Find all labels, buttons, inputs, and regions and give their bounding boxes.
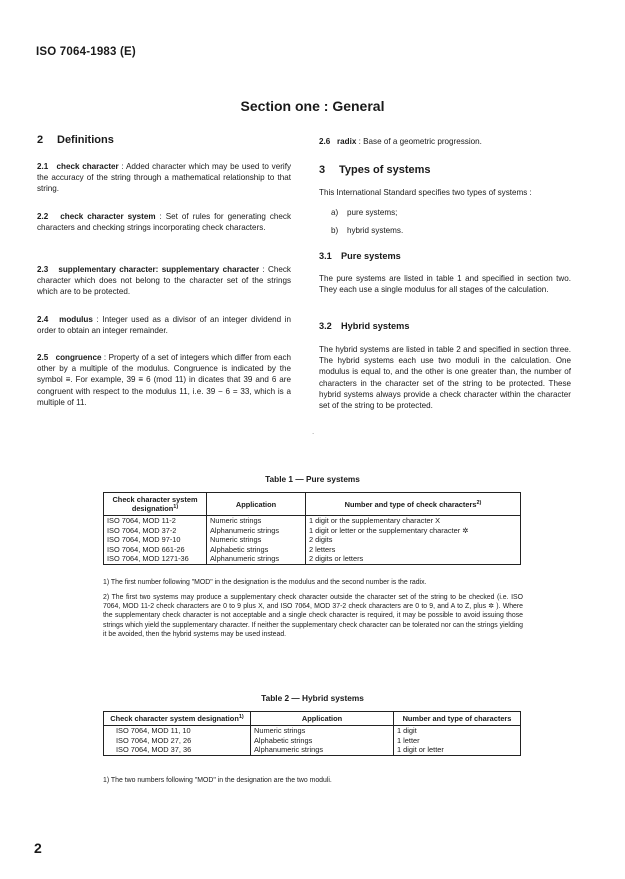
table-header: Application bbox=[251, 712, 394, 726]
table1-footnote-2: 2) The first two systems may produce a supplementary check character outside the character set of the string to be checked (i.e. ISO 7064, MOD 11-2 check characters are 0 to 9 plus X, and ISO 7064, MOD 37-2 check characters are 0 to 9, and A to Z, plus ✲ ). Where the supplementary check character is not acceptable and a single check character is required, it may be possible to avoid issuing those strings which yield the supplementary character. If neither the supplementary check character can be tolerated nor can the strings yielding it be avoided, then the hybrid systems may be used instead. bbox=[103, 594, 523, 638]
table-cell: 1 digit or letter bbox=[394, 745, 521, 755]
table-cell: 1 letter bbox=[394, 736, 521, 746]
document-header: ISO 7064-1983 (E) bbox=[36, 46, 136, 58]
table-cell: Numeric strings bbox=[207, 516, 306, 526]
table-cell: Alphabetic strings bbox=[207, 545, 306, 555]
table-cell: ISO 7064, MOD 97-10 bbox=[104, 535, 207, 545]
hybrid-systems-heading bbox=[319, 321, 571, 331]
list-marker: a) bbox=[331, 208, 339, 217]
table-cell: ISO 7064, MOD 661-26 bbox=[104, 545, 207, 555]
definition-term: supplementary character: supplementary character bbox=[58, 265, 260, 274]
table-cell: 1 digit or the supplementary character X bbox=[306, 516, 521, 526]
table1 bbox=[103, 492, 521, 565]
definition-2-2 bbox=[37, 211, 291, 233]
definition-number: 2.6 bbox=[319, 137, 331, 146]
list-marker: b) bbox=[331, 226, 339, 235]
hybrid-systems-text: The hybrid systems are listed in table 2 and specified in section three. The hybrid systems each use two moduli in the calculation. One modulus is equal to, and the other is one greater than, the number of characters in the character set of the string to be protected. These hybrid systems always provide a check character within the character set of the string to be protected. bbox=[319, 345, 571, 411]
table2 bbox=[103, 711, 521, 756]
definition-number: 2.3 bbox=[37, 265, 49, 274]
definition-2-3 bbox=[37, 264, 291, 298]
table-row bbox=[104, 535, 521, 545]
heading-number: 3 bbox=[319, 164, 326, 176]
table-cell: ISO 7064, MOD 11-2 bbox=[104, 516, 207, 526]
definition-text: : Integer used as a divisor of an integer dividend in order to obtain an integer remainder. bbox=[37, 315, 292, 336]
definition-term: modulus bbox=[59, 315, 93, 324]
definition-number: 2.5 bbox=[37, 353, 49, 362]
table-cell: ISO 7064, MOD 11, 10 bbox=[104, 726, 251, 736]
table2-footnote: 1) The two numbers following "MOD" in the designation are the two moduli. bbox=[103, 777, 332, 784]
definition-number: 2.2 bbox=[37, 212, 49, 221]
pure-systems-heading bbox=[319, 251, 571, 261]
definition-text: : Added character which may be used to verify the accuracy of the string through a mathematical relationship to that string. bbox=[37, 162, 291, 194]
table-cell: ISO 7064, MOD 37-2 bbox=[104, 526, 207, 536]
heading-number: 2 bbox=[37, 134, 44, 146]
table-header: Check character system designation$^{1)}$ bbox=[104, 493, 207, 516]
definition-text: : Set of rules for generating check characters and checking strings incorporating check characters. bbox=[37, 212, 291, 233]
table-header: Check character system designation$^{1)}$ bbox=[104, 712, 251, 726]
table1-footnote-1: 1) The first number following "MOD" in the designation is the modulus and the second number is the radix. bbox=[103, 579, 427, 586]
types-intro: This International Standard specifies two types of systems : bbox=[319, 188, 532, 197]
table-cell: 2 letters bbox=[306, 545, 521, 555]
list-text: pure systems; bbox=[347, 208, 398, 217]
definition-term: radix bbox=[337, 137, 357, 146]
table-cell: Numeric strings bbox=[207, 535, 306, 545]
definition-text: : Check character which does not belong to the character set of the strings which are to be protected. bbox=[37, 265, 291, 297]
table-row bbox=[104, 726, 521, 736]
table-row bbox=[104, 516, 521, 526]
types-heading bbox=[319, 164, 571, 176]
table-cell: Alphanumeric strings bbox=[251, 745, 394, 755]
table-cell: Alphanumeric strings bbox=[207, 526, 306, 536]
separator-dot: . bbox=[312, 427, 315, 436]
definition-2-6 bbox=[319, 136, 571, 147]
definition-text: : Property of a set of integers which differ from each other by a multiple of the modulus. Congruence is indicated by the symbol ≡. For example, 39 ≡ 6 (mod 11) in dicates that 39 and 6 are congruent with respect to the modulus 11, i.e. 39 − 6 = 33, which is a multiple of 11. bbox=[37, 353, 291, 407]
heading-title: Definitions bbox=[57, 134, 114, 146]
list-text: hybrid systems. bbox=[347, 226, 404, 235]
definition-number: 2.1 bbox=[37, 162, 49, 171]
table1-caption: Table 1 — Pure systems bbox=[265, 474, 360, 484]
table-row bbox=[104, 545, 521, 555]
table-header: Number and type of check characters$^{2)}$ bbox=[306, 493, 521, 516]
table-cell: 1 digit bbox=[394, 726, 521, 736]
table2-caption: Table 2 — Hybrid systems bbox=[261, 693, 364, 703]
subheading-title: Hybrid systems bbox=[341, 321, 410, 331]
table-cell: Alphanumeric strings bbox=[207, 554, 306, 564]
table-row bbox=[104, 745, 521, 755]
definition-term: check character system bbox=[60, 212, 156, 221]
types-list-item bbox=[331, 225, 403, 236]
table-row bbox=[104, 526, 521, 536]
table-cell: 1 digit or letter or the supplementary character ✲ bbox=[306, 526, 521, 536]
table-header: Application bbox=[207, 493, 306, 516]
definition-2-1 bbox=[37, 161, 291, 195]
table-cell: 2 digits bbox=[306, 535, 521, 545]
definition-term: congruence bbox=[55, 353, 102, 362]
subheading-title: Pure systems bbox=[341, 251, 401, 261]
table-cell: 2 digits or letters bbox=[306, 554, 521, 564]
definition-number: 2.4 bbox=[37, 315, 49, 324]
definition-term: check character bbox=[56, 162, 119, 171]
table-header: Number and type of characters bbox=[394, 712, 521, 726]
table-cell: ISO 7064, MOD 1271-36 bbox=[104, 554, 207, 564]
definitions-heading bbox=[37, 134, 291, 146]
types-list-item bbox=[331, 207, 397, 218]
table-cell: ISO 7064, MOD 27, 26 bbox=[104, 736, 251, 746]
subheading-number: 3.2 bbox=[319, 321, 332, 331]
subheading-number: 3.1 bbox=[319, 251, 332, 261]
page-number: 2 bbox=[34, 840, 42, 856]
table-cell: Alphabetic strings bbox=[251, 736, 394, 746]
definition-text: : Base of a geometric progression. bbox=[356, 137, 482, 146]
table-cell: ISO 7064, MOD 37, 36 bbox=[104, 745, 251, 755]
pure-systems-text: The pure systems are listed in table 1 and specified in section two. They each use a single modulus for all stages of the calculation. bbox=[319, 274, 571, 295]
section-title: Section one : General bbox=[240, 98, 385, 114]
table-row bbox=[104, 736, 521, 746]
table-row bbox=[104, 554, 521, 564]
definition-2-5 bbox=[37, 352, 291, 408]
table-cell: Numeric strings bbox=[251, 726, 394, 736]
heading-title: Types of systems bbox=[339, 164, 431, 176]
definition-2-4 bbox=[37, 314, 291, 336]
